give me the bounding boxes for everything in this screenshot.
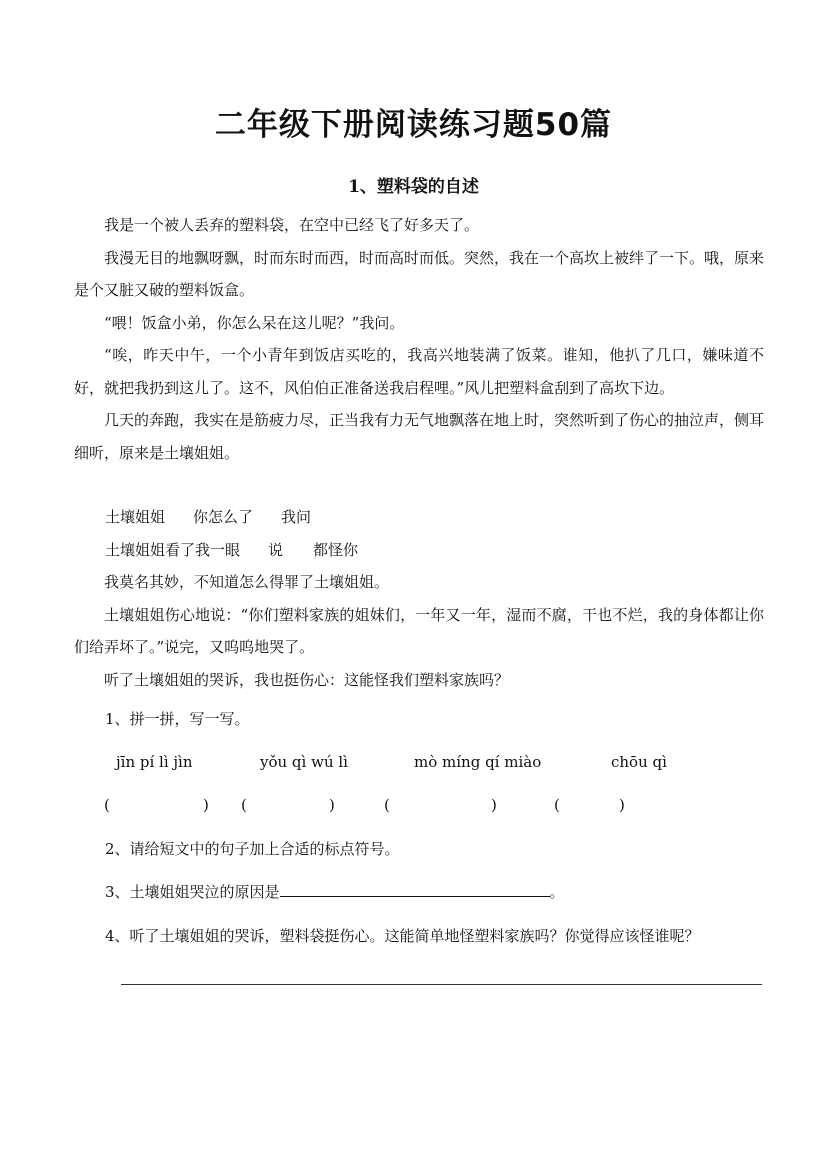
- question-2: 2、请给短文中的句子加上合适的标点符号。: [105, 840, 400, 858]
- pinyin-3: mò míng qí miào: [414, 753, 542, 771]
- question-3-suffix: 。: [549, 883, 565, 901]
- answer-bracket-open[interactable]: (: [384, 796, 390, 814]
- question-4: 4、听了土壤姐姐的哭诉，塑料袋挺伤心。这能简单地怪塑料家族吗？你觉得应该怪谁呢？: [105, 927, 700, 945]
- dialogue-line-1: [105, 504, 311, 530]
- question-3-text: 3、土壤姐姐哭泣的原因是: [105, 883, 280, 901]
- answer-bracket-close: ): [203, 796, 209, 814]
- story-paragraph: 我漫无目的地飘呀飘，时而东时而西，时而高时而低。突然，我在一个高坎上被绊了一下。哦，原来是个又脏又破的塑料饭盒。: [74, 248, 765, 299]
- pinyin-4: chōu qì: [611, 753, 667, 771]
- page-title: 二年级下册阅读练习题50篇: [214, 107, 613, 143]
- dialogue-part: 我问: [281, 508, 312, 526]
- story-paragraph: 几天的奔跑，我实在是筋疲力尽，正当我有力无气地飘落在地上时，突然听到了伤心的抽泣声，侧耳细听，原来是土壤姐姐。: [74, 411, 765, 462]
- answer-bracket-close: ): [329, 796, 335, 814]
- answer-bracket-open[interactable]: (: [241, 796, 247, 814]
- answer-bracket-open[interactable]: (: [554, 796, 560, 814]
- answer-bracket-close: ): [619, 796, 625, 814]
- dialogue-part: 土壤姐姐: [105, 508, 166, 526]
- pinyin-2: yǒu qì wú lì: [260, 753, 348, 771]
- story-paragraph: “喂！饭盒小弟，你怎么呆在这儿呢？”我问。: [104, 313, 405, 332]
- dialogue-part: 说: [268, 541, 284, 559]
- answer-bracket-open[interactable]: (: [104, 796, 110, 814]
- story-body-2: [74, 566, 764, 696]
- dialogue-part: 土壤姐姐看了我一眼: [105, 541, 241, 559]
- pinyin-1: jīn pí lì jìn: [116, 753, 193, 771]
- answer-bracket-close: ): [491, 796, 497, 814]
- answer-blank[interactable]: [280, 880, 550, 897]
- story-paragraph: 我莫名其妙，不知道怎么得罪了土壤姐姐。: [104, 573, 390, 591]
- question-1: 1、拼一拼，写一写。: [105, 710, 250, 728]
- dialogue-part: 都怪你: [313, 541, 359, 559]
- story-paragraph: “唉，昨天中午，一个小青年到饭店买吃的，我高兴地装满了饭菜。谁知，他扒了几口，嫌味道不好，就把我扔到这儿了。这不，风伯伯正准备送我启程哩。”风儿把塑料盒刮到了高坎下边。: [74, 346, 764, 397]
- dialogue-line-2: [105, 537, 358, 563]
- dialogue-part: 你怎么了: [193, 508, 254, 526]
- story-body: [74, 209, 764, 469]
- answer-line[interactable]: [121, 984, 762, 985]
- story-paragraph: 我是一个被人丢弃的塑料袋，在空中已经飞了好多天了。: [104, 216, 480, 234]
- story-paragraph: 听了土壤姐姐的哭诉，我也挺伤心：这能怪我们塑料家族吗？: [104, 670, 510, 689]
- question-3: [105, 879, 565, 905]
- story-paragraph: 土壤姐姐伤心地说：“你们塑料家族的姐妹们，一年又一年，湿而不腐，干也不烂，我的身体都让你们给弄坏了。”说完，又呜呜地哭了。: [74, 605, 764, 656]
- article-title: 1、塑料袋的自述: [348, 177, 479, 197]
